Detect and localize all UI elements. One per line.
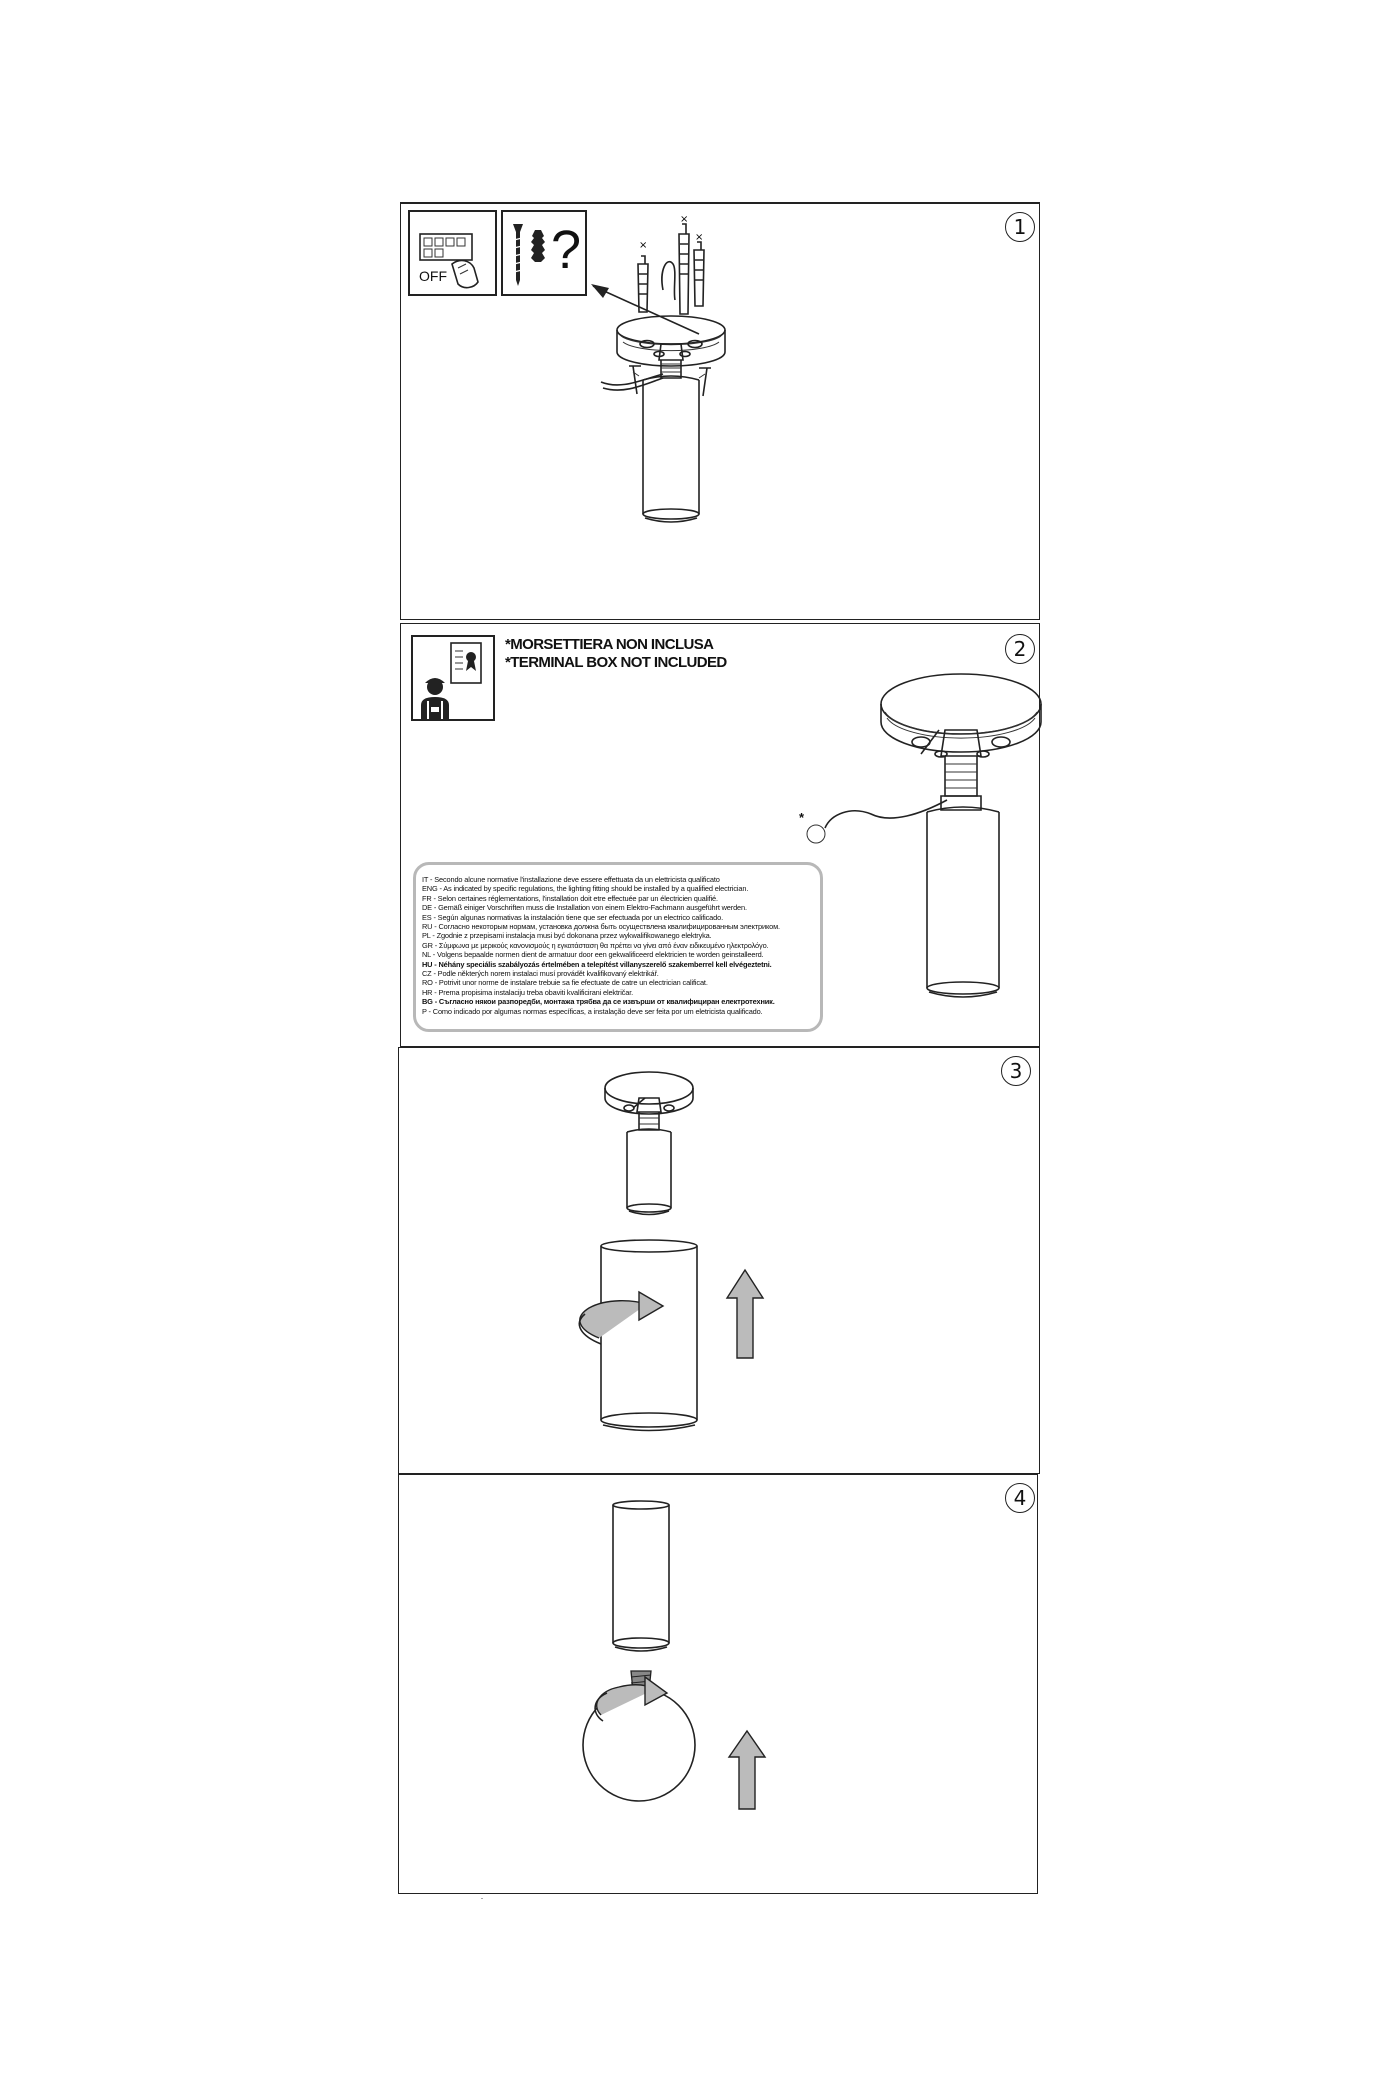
step-2-panel — [400, 623, 1040, 1047]
power-switch-off-icon — [408, 210, 497, 296]
step-4-bulb-installation-illustration — [589, 1495, 849, 1855]
installation-disclaimer-box — [413, 862, 823, 1032]
terminal-box-note-it: *MORSETTIERA NON INCLUSA — [505, 636, 714, 653]
step-number-1: 1 — [1005, 212, 1035, 242]
step-number-4: 4 — [1005, 1483, 1035, 1513]
disclaimer-line-hu: HU - Néhány speciális szabályozás értelmében a telepítést villanyszerelő szakemberrel kell elvégeztetni. — [422, 959, 772, 969]
step-number-2: 2 — [1005, 634, 1035, 664]
disclaimer-line-gr: GR - Σύμφωνα με μερικούς κανονισμούς η εγκατάσταση θα πρέπει να γίνει από έναν ειδικευμένο ηλεκτρολόγο. — [422, 940, 769, 950]
disclaimer-line-p: P - Como indicado por algumas normas específicas, a instalação deve ser feita por um eletricista qualificado. — [422, 1006, 763, 1016]
question-mark: ? — [551, 220, 582, 280]
svg-text:×: × — [695, 232, 704, 243]
terminal-box-note-en: *TERMINAL BOX NOT INCLUDED — [505, 654, 727, 671]
disclaimer-line-de: DE - Gemäß einiger Vorschriften muss die Installation von einem Elektro-Fachmann ausgeführt werden. — [422, 903, 747, 913]
step-4-panel — [398, 1474, 1038, 1894]
step-1-mounting-illustration — [581, 204, 781, 564]
step-number-3: 3 — [1001, 1056, 1031, 1086]
disclaimer-line-it: IT - Secondo alcune normative l'installazione deve essere effettuata da un elettricista qualificato — [422, 875, 720, 884]
disclaimer-line-eng: ENG - As indicated by specific regulations, the lighting fitting should be installed by a qualified electrician. — [422, 884, 749, 894]
screw-and-wall-plug-question-icon — [501, 210, 587, 296]
disclaimer-line-bg: BG - Съгласно някои разпоредби, монтажа трябва да се извърши от квалифициран електротехник. — [422, 997, 775, 1007]
step-1-panel — [400, 202, 1040, 620]
disclaimer-line-ro: RO - Potrivit unor norme de instalare trebuie sa fie efectuate de catre un electrician calificat. — [422, 978, 708, 988]
disclaimer-line-ru: RU - Согласно некоторым нормам, установка должна быть осуществлена квалифицированным электриком. — [422, 922, 780, 932]
svg-text:×: × — [680, 214, 689, 225]
step-3-shade-fitting-illustration — [559, 1068, 819, 1468]
disclaimer-line-hr: HR - Prema propisima instalaciju treba obaviti kvalificirani električar. — [422, 987, 633, 997]
disclaimer-line-pl: PL - Zgodnie z przepisami instalacja musi być dokonana przez wykwalifikowanego elektryka. — [422, 931, 712, 941]
terminal-asterisk: * — [799, 810, 805, 825]
disclaimer-line-fr: FR - Selon certaines réglementations, l'installation doit etre effectuée par un électricien qualifié. — [422, 893, 718, 903]
step-3-panel — [398, 1047, 1040, 1474]
disclaimer-line-cz: CZ - Podle některých norem instalaci musí provádět kvalifikovaný elektrikář. — [422, 969, 659, 979]
off-label: OFF — [419, 268, 447, 284]
stray-mark: - — [481, 1896, 483, 1902]
qualified-electrician-icon — [411, 635, 495, 721]
disclaimer-line-es: ES - Según algunas normativas la instalación tiene que ser efectuada por un electrico calificado. — [422, 912, 723, 922]
svg-text:×: × — [639, 240, 648, 251]
disclaimer-line-nl: NL - Volgens bepaalde normen dient de armatuur door een gekwalificeerd elektricien te worden geinstalleerd. — [422, 950, 764, 960]
